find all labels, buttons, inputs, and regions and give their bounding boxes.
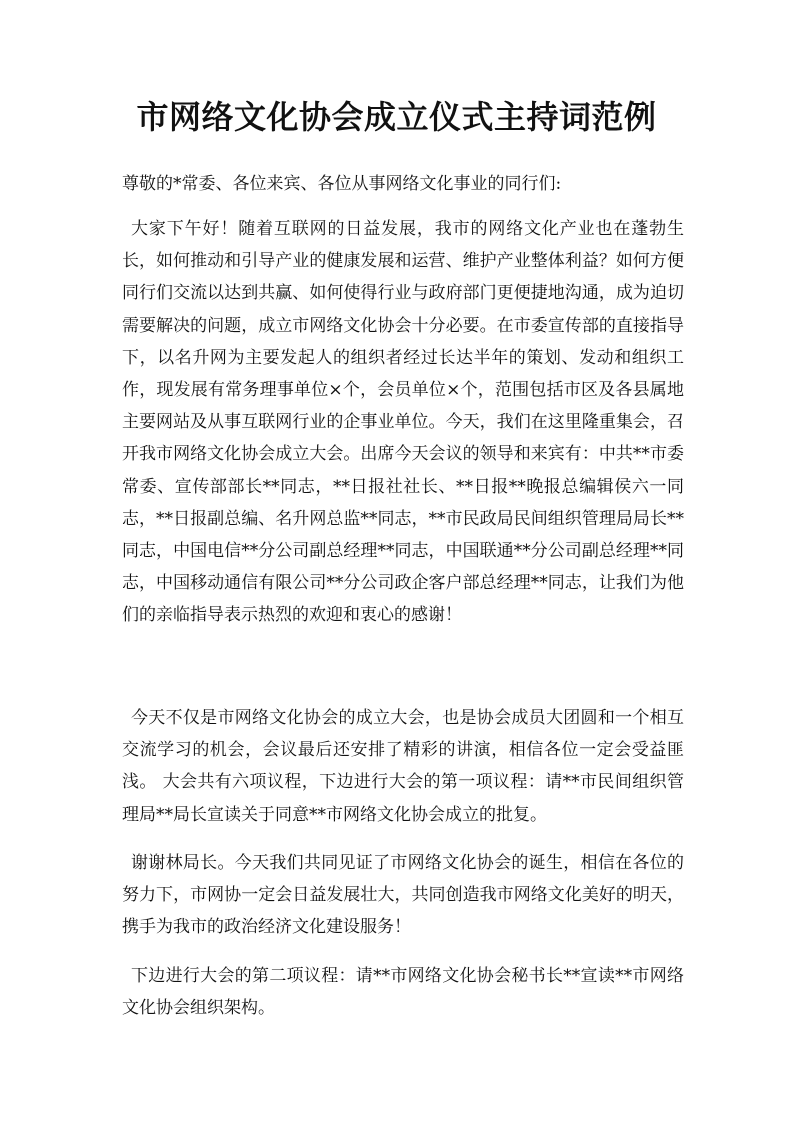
- paragraph-thanks: 谢谢林局长。今天我们共同见证了市网络文化协会的诞生，相信在各位的努力下，市网协一定会日益发展壮大，共同创造我市网络文化美好的明天，携手为我市的政治经济文化建设服务！: [122, 853, 684, 938]
- greeting-line: 尊敬的*常委、各位来宾、各位从事网络文化事业的同行们:: [122, 174, 562, 194]
- paragraph-agenda-one: 今天不仅是市网络文化协会的成立大会，也是协会成员大团圆和一个相互交流学习的机会，会议最后还安排了精彩的讲演，相信各位一定会受益匪浅。 大会共有六项议程，下边进行大会的第一项议程：请**市民间组织管理局**局长宣读关于同意**市网络文化协会成立的批复。: [122, 708, 684, 825]
- document-title: 市网络文化协会成立仪式主持词范例: [136, 98, 657, 136]
- paragraph-welcome: 大家下午好！随着互联网的日益发展，我市的网络文化产业也在蓬勃生长，如何推动和引导产业的健康发展和运营、维护产业整体利益？如何方便同行们交流以达到共赢、如何使得行业与政府部门更便捷地沟通，成为迫切需要解决的问题，成立市网络文化协会十分必要。在市委宣传部的直接指导下，以名升网为主要发起人的组织者经过长达半年的策划、发动和组织工作，现发展有常务理事单位×个，会员单位×个，范围包括市区及各县属地主要网站及从事互联网行业的企事业单位。今天，我们在这里隆重集会，召开我市网络文化协会成立大会。出席今天会议的领导和来宾有：中共**市委常委、宣传部部长**同志，**日报社社长、**日报**晚报总编辑侯六一同志，**日报副总编、名升网总监**同志，**市民政局民间组织管理局局长**同志，中国电信**分公司副总经理**同志，中国联通**分公司副总经理**同志，中国移动通信有限公司**分公司政企客户部总经理**同志，让我们为他们的亲临指导表示热烈的欢迎和衷心的感谢！: [122, 219, 684, 626]
- paragraph-agenda-two: 下边进行大会的第二项议程：请**市网络文化协会秘书长**宣读**市网络文化协会组织架构。: [122, 966, 684, 1019]
